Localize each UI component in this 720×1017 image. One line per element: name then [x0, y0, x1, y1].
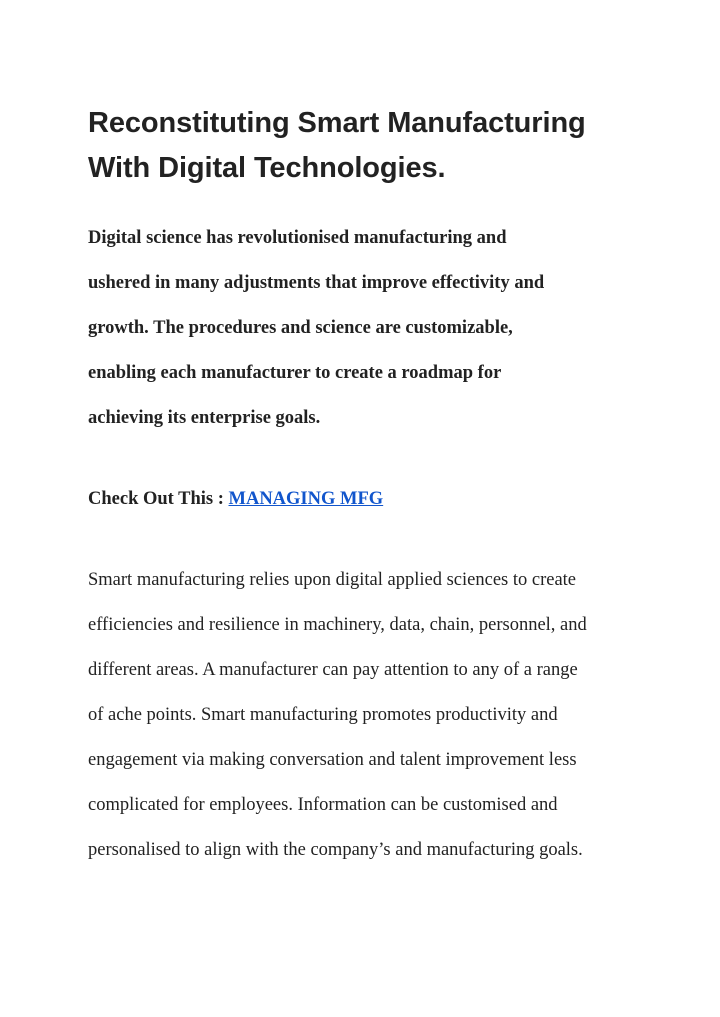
- body-line: different areas. A manufacturer can pay attention to any of a range: [88, 660, 578, 680]
- intro-line: ushered in many adjustments that improve effectivity and: [88, 273, 545, 293]
- check-out-label: Check Out This :: [88, 489, 229, 509]
- intro-line: achieving its enterprise goals.: [88, 408, 321, 428]
- intro-line: growth. The procedures and science are customizable,: [88, 318, 513, 338]
- managing-mfg-link[interactable]: MANAGING MFG: [228, 489, 384, 509]
- check-out-line: [88, 487, 383, 511]
- body-line: complicated for employees. Information can be customised and: [88, 795, 558, 815]
- body-line: engagement via making conversation and talent improvement less: [88, 750, 577, 770]
- intro-line: enabling each manufacturer to create a roadmap for: [88, 363, 502, 383]
- body-line: efficiencies and resilience in machinery, data, chain, personnel, and: [88, 615, 587, 635]
- body-line: personalised to align with the company’s and manufacturing goals.: [88, 840, 583, 860]
- intro-line: Digital science has revolutionised manufacturing and: [88, 228, 507, 248]
- body-line: of ache points. Smart manufacturing promotes productivity and: [88, 705, 558, 725]
- document-title: Reconstituting Smart Manufacturing With Digital Technologies.: [88, 107, 586, 184]
- body-line: Smart manufacturing relies upon digital applied sciences to create: [88, 570, 577, 590]
